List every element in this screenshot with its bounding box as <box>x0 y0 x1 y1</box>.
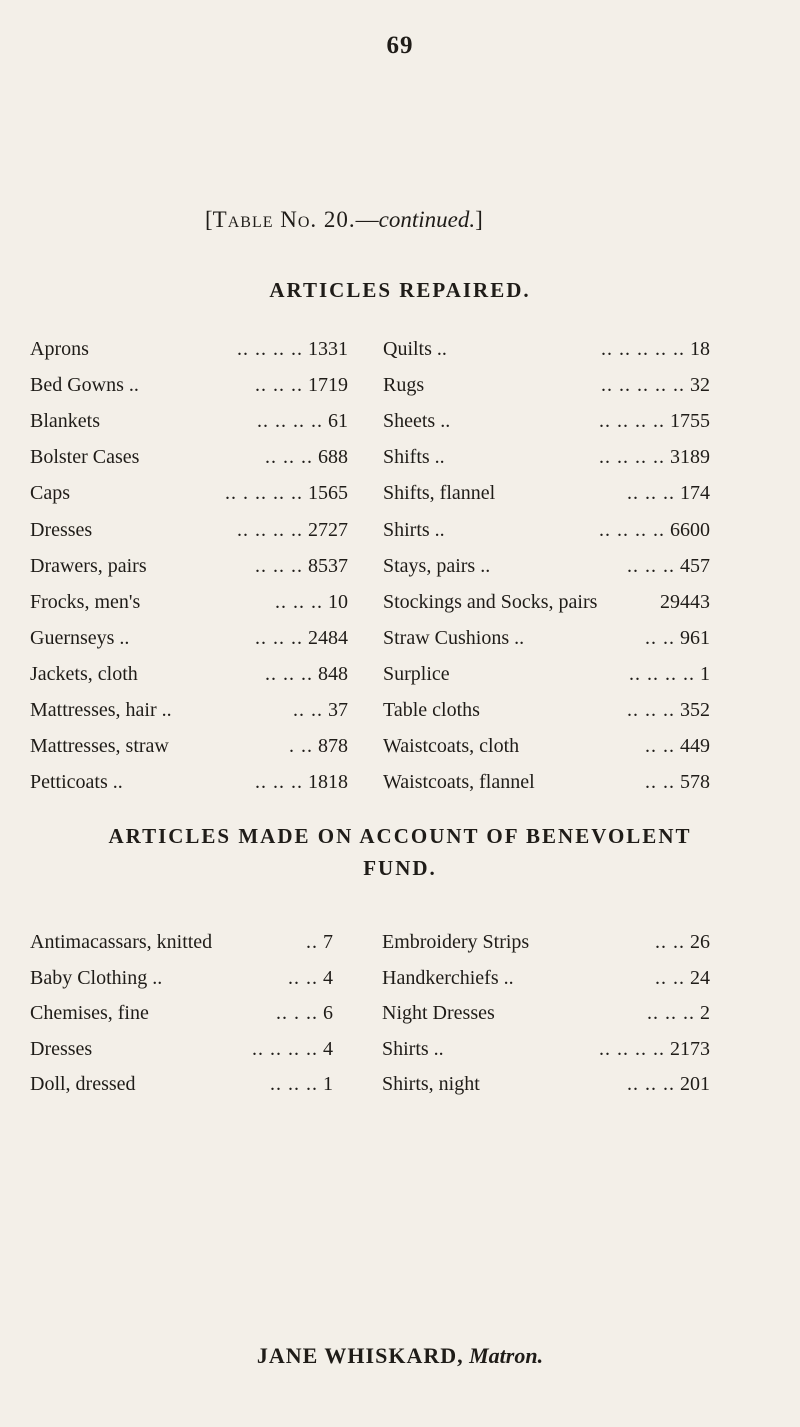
item-name: Shifts, flannel <box>383 482 496 505</box>
item-count: 1818 <box>308 771 348 794</box>
dot-leader: .. .. .. <box>627 699 675 721</box>
item-count: 174 <box>680 482 710 505</box>
item-count: 26 <box>690 931 710 953</box>
item-count: 1 <box>323 1073 333 1095</box>
item-name: Baby Clothing .. <box>30 966 163 989</box>
table-row <box>383 442 710 472</box>
item-count-group <box>255 370 348 400</box>
item-count-group <box>627 551 710 581</box>
item-name: Shirts .. <box>383 518 445 541</box>
item-name: Shirts .. <box>382 1037 444 1060</box>
item-count: 24 <box>690 966 710 989</box>
item-count-group <box>289 731 348 761</box>
table-row <box>383 551 710 581</box>
table-row <box>30 695 348 725</box>
item-count: 10 <box>328 590 348 613</box>
table-row <box>30 927 333 957</box>
item-name: Blankets <box>30 410 100 433</box>
dot-leader: .. .. <box>645 626 675 649</box>
item-count-group <box>276 998 333 1028</box>
table-ref-continued: continued. <box>378 207 476 232</box>
item-name: Guernseys .. <box>30 626 130 649</box>
item-count-group <box>599 1034 710 1064</box>
item-count-group <box>257 406 348 436</box>
item-count: 848 <box>318 662 348 685</box>
item-count-group <box>237 334 348 364</box>
dot-leader: .. .. .. <box>627 1073 675 1095</box>
table-row <box>30 478 348 508</box>
dot-leader: .. .. .. <box>627 482 675 505</box>
item-count: 32 <box>690 374 710 397</box>
table-row <box>30 515 348 545</box>
dot-leader: .. .. <box>288 966 318 989</box>
item-name: Table cloths <box>383 699 480 721</box>
table-row <box>30 731 348 761</box>
item-count: 2 <box>700 1002 710 1024</box>
item-name: Embroidery Strips <box>382 931 530 953</box>
dot-leader: .. .. .. .. <box>599 446 665 469</box>
table-row <box>382 963 710 993</box>
dot-leader: .. .. .. .. <box>599 518 665 541</box>
item-name: Sheets .. <box>383 410 451 433</box>
item-count: 1565 <box>308 482 348 505</box>
item-count-group <box>599 515 710 545</box>
table-row <box>382 1069 710 1099</box>
item-count-group <box>655 927 710 957</box>
item-count-group <box>237 515 348 545</box>
item-count-group <box>645 731 710 761</box>
item-count: 449 <box>680 735 710 758</box>
dot-leader: .. .. .. <box>627 554 675 577</box>
item-count-group <box>265 442 348 472</box>
table-row <box>30 998 333 1028</box>
item-name: Waistcoats, flannel <box>383 771 535 794</box>
item-name: Petticoats .. <box>30 771 123 794</box>
item-count-group <box>255 551 348 581</box>
dot-leader: .. .. <box>655 931 685 953</box>
dot-leader: .. .. <box>655 966 685 989</box>
item-name: Stays, pairs .. <box>383 554 491 577</box>
item-name: Bed Gowns .. <box>30 374 139 397</box>
table-row <box>30 406 348 436</box>
item-count-group <box>270 1069 333 1099</box>
item-count: 1331 <box>308 338 348 360</box>
dot-leader: .. .. <box>293 699 323 721</box>
item-count: 201 <box>680 1073 710 1095</box>
dot-leader: .. <box>306 931 318 953</box>
item-count-group <box>645 767 710 797</box>
item-count: 1755 <box>670 410 710 433</box>
dot-leader: .. .. .. .. <box>237 338 303 360</box>
item-count-group <box>645 623 710 653</box>
item-name: Night Dresses <box>382 1002 495 1024</box>
table-row <box>30 587 348 617</box>
item-count: 4 <box>323 1037 333 1060</box>
item-name: Rugs <box>383 374 425 397</box>
dot-leader: .. .. .. <box>255 554 303 577</box>
item-count: 2727 <box>308 518 348 541</box>
table-row <box>382 998 710 1028</box>
item-count-group <box>655 963 710 993</box>
table-row <box>30 623 348 653</box>
dot-leader: .. .. .. .. <box>629 662 695 685</box>
articles-repaired-title: ARTICLES REPAIRED. <box>269 278 531 302</box>
item-name: Drawers, pairs <box>30 554 147 577</box>
item-count: 4 <box>323 966 333 989</box>
table-row <box>383 731 710 761</box>
table-ref-dash: — <box>355 207 379 232</box>
item-count: 7 <box>323 931 333 953</box>
benevolent-fund-title-line2: FUND. <box>363 856 437 880</box>
dot-leader: .. . .. .. .. <box>225 482 303 505</box>
item-count-group <box>629 659 710 689</box>
item-count: 29443 <box>660 590 710 613</box>
table-reference <box>205 207 483 233</box>
item-name: Quilts .. <box>383 338 447 360</box>
dot-leader: .. . .. <box>276 1002 318 1024</box>
item-name: Dresses <box>30 518 93 541</box>
dot-leader: .. .. <box>645 735 675 758</box>
item-name: Mattresses, straw <box>30 735 169 758</box>
item-count: 6600 <box>670 518 710 541</box>
table-row <box>383 334 710 364</box>
benevolent-fund-title-line1: ARTICLES MADE ON ACCOUNT OF BENEVOLENT <box>108 824 692 848</box>
item-count-group <box>599 442 710 472</box>
item-count: 352 <box>680 699 710 721</box>
item-count-group <box>660 587 710 617</box>
table-row <box>383 478 710 508</box>
dot-leader: .. .. .. <box>265 446 313 469</box>
table-row <box>383 767 710 797</box>
table-row <box>30 334 348 364</box>
item-name: Frocks, men's <box>30 590 141 613</box>
item-name: Caps <box>30 482 70 505</box>
item-name: Chemises, fine <box>30 1002 149 1024</box>
item-name: Straw Cushions .. <box>383 626 525 649</box>
dot-leader: .. .. .. .. <box>257 410 323 433</box>
table-row <box>30 1069 333 1099</box>
dot-leader: .. .. .. .. <box>252 1037 318 1060</box>
item-count: 961 <box>680 626 710 649</box>
item-count-group <box>255 623 348 653</box>
table-row <box>30 551 348 581</box>
table-row <box>383 515 710 545</box>
table-row <box>30 767 348 797</box>
item-name: Bolster Cases <box>30 446 140 469</box>
table-ref-close-bracket: ] <box>475 207 483 232</box>
table-row <box>30 659 348 689</box>
item-count: 578 <box>680 771 710 794</box>
item-count: 18 <box>690 338 710 360</box>
item-name: Dresses <box>30 1037 93 1060</box>
dot-leader: . .. <box>289 735 313 758</box>
item-name: Antimacassars, knitted <box>30 931 213 953</box>
benevolent-fund-title <box>0 820 800 884</box>
table-row <box>30 370 348 400</box>
item-name: Shirts, night <box>382 1073 480 1095</box>
table-row <box>383 587 710 617</box>
item-count: 878 <box>318 735 348 758</box>
item-count: 688 <box>318 446 348 469</box>
item-name: Handkerchiefs .. <box>382 966 514 989</box>
table-row <box>383 659 710 689</box>
item-count-group <box>627 1069 710 1099</box>
table-row <box>30 963 333 993</box>
item-count-group <box>599 406 710 436</box>
dot-leader: .. .. .. .. <box>599 1037 665 1060</box>
item-count: 2173 <box>670 1037 710 1060</box>
signature <box>0 1343 800 1369</box>
item-count-group <box>627 478 710 508</box>
dot-leader: .. .. .. .. .. <box>601 374 685 397</box>
item-count-group <box>255 767 348 797</box>
dot-leader: .. .. .. <box>255 771 303 794</box>
dot-leader: .. .. .. <box>265 662 313 685</box>
item-name: Mattresses, hair .. <box>30 699 172 721</box>
item-count: 1719 <box>308 374 348 397</box>
item-count-group <box>293 695 348 725</box>
item-count-group <box>627 695 710 725</box>
item-count-group <box>252 1034 333 1064</box>
item-count-group <box>647 998 710 1028</box>
table-row <box>383 406 710 436</box>
item-count: 8537 <box>308 554 348 577</box>
item-count: 2484 <box>308 626 348 649</box>
dot-leader: .. .. .. .. .. <box>601 338 685 360</box>
item-count-group <box>306 927 333 957</box>
table-row <box>383 695 710 725</box>
page-number: 69 <box>386 32 414 59</box>
item-count: 457 <box>680 554 710 577</box>
dot-leader: .. .. .. <box>275 590 323 613</box>
item-name: Stockings and Socks, pairs <box>383 590 598 613</box>
dot-leader: .. .. .. <box>255 374 303 397</box>
item-name: Waistcoats, cloth <box>383 735 520 758</box>
item-count-group <box>601 370 710 400</box>
table-row <box>382 927 710 957</box>
item-count: 6 <box>323 1002 333 1024</box>
table-row <box>382 1034 710 1064</box>
item-count: 3189 <box>670 446 710 469</box>
item-name: Surplice <box>383 662 450 685</box>
dot-leader: .. .. .. .. <box>237 518 303 541</box>
table-row <box>383 370 710 400</box>
item-count-group <box>601 334 710 364</box>
table-row <box>30 1034 333 1064</box>
dot-leader: .. .. .. <box>270 1073 318 1095</box>
dot-leader: .. .. <box>645 771 675 794</box>
item-name: Shifts .. <box>383 446 445 469</box>
dot-leader: .. .. .. <box>647 1002 695 1024</box>
item-name: Jackets, cloth <box>30 662 138 685</box>
item-count-group <box>288 963 333 993</box>
item-name: Doll, dressed <box>30 1073 136 1095</box>
item-count-group <box>225 478 348 508</box>
item-count: 1 <box>700 662 710 685</box>
table-ref-open-bracket: [ <box>205 207 213 232</box>
table-row <box>383 623 710 653</box>
item-count: 61 <box>328 410 348 433</box>
table-row <box>30 442 348 472</box>
item-count: 37 <box>328 699 348 721</box>
signature-role: Matron. <box>469 1343 544 1368</box>
dot-leader: .. .. .. <box>255 626 303 649</box>
item-count-group <box>275 587 348 617</box>
item-count-group <box>265 659 348 689</box>
table-ref-label: Table No. 20. <box>212 207 356 232</box>
item-name: Aprons <box>30 338 89 360</box>
signature-name: JANE WHISKARD, <box>256 1343 464 1368</box>
dot-leader: .. .. .. .. <box>599 410 665 433</box>
